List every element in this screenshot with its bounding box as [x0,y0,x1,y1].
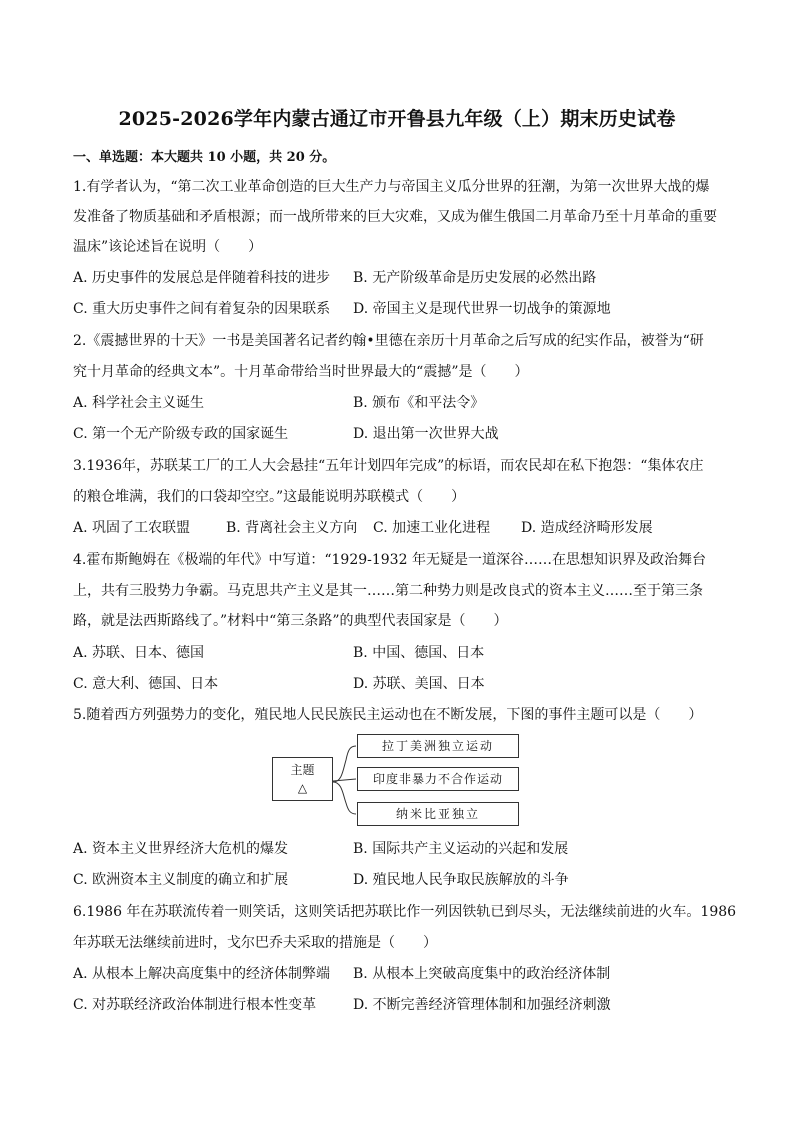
diagram-item-2: 印度非暴力不合作运动 [357,767,519,791]
q6-option-c: C. 对苏联经济政治体制进行根本性变革 [73,997,317,1013]
q1-line-3: 温床”该论述旨在说明（ ） [73,239,263,255]
q2-option-c: C. 第一个无产阶级专政的国家诞生 [73,426,289,442]
q2-line-1: 2.《震撼世界的十天》一书是美国著名记者约翰•里德在亲历十月革命之后写成的纪实作品，被誉为“研 [73,333,704,349]
q5-option-c: C. 欧洲资本主义制度的确立和扩展 [73,872,289,888]
q1-line-1: 1.有学者认为，“第二次工业革命创造的巨大生产力与帝国主义瓜分世界的狂潮，为第一次世界大战的爆 [73,179,710,195]
diagram-center-title: 主题 [290,763,315,777]
diagram-item-3: 纳米比亚独立 [357,802,519,826]
diagram-center-symbol: △ [297,781,308,795]
q4-line-3: 路，就是法西斯路线了。”材料中“第三条路”的典型代表国家是（ ） [73,613,508,629]
q3-option-d: D. 造成经济畸形发展 [521,520,653,536]
q4-option-c: C. 意大利、德国、日本 [73,676,219,692]
q1-option-d: D. 帝国主义是现代世界一切战争的策源地 [353,301,611,317]
q3-line-1: 3.1936年，苏联某工厂的工人大会悬挂“五年计划四年完成”的标语，而农民却在私下抱怨：“集体农庄 [73,458,704,474]
q5-line-1: 5.随着西方列强势力的变化，殖民地人民民族民主运动也在不断发展，下图的事件主题可以是（ ） [73,707,703,723]
q5-option-d: D. 殖民地人民争取民族解放的斗争 [353,872,569,888]
q4-option-a: A. 苏联、日本、德国 [73,645,205,661]
q3-option-c: C. 加速工业化进程 [373,520,491,536]
q3-option-a: A. 巩固了工农联盟 [73,520,191,536]
q2-option-a: A. 科学社会主义诞生 [73,395,205,411]
exam-title: 2025-2026学年内蒙古通辽市开鲁县九年级（上）期末历史试卷 [118,108,676,130]
q1-option-c: C. 重大历史事件之间有着复杂的因果联系 [73,301,331,317]
q4-option-b: B. 中国、德国、日本 [353,645,485,661]
q6-line-1: 6.1986 年在苏联流传着一则笑话，这则笑话把苏联比作一列因铁轨已到尽头，无法继续前进的火车。1986 [73,904,737,920]
q6-option-b: B. 从根本上突破高度集中的政治经济体制 [353,966,611,982]
q4-line-2: 上，共有三股势力争霸。马克思共产主义是其一……第二种势力则是改良式的资本主义……至于第三条 [73,583,703,599]
q2-option-d: D. 退出第一次世界大战 [353,426,499,442]
q1-line-2: 发准备了物质基础和矛盾根源；而一战所带来的巨大灾难，又成为催生俄国二月革命乃至十月革命的重要 [73,209,717,225]
q1-option-b: B. 无产阶级革命是历史发展的必然出路 [353,270,597,286]
q4-option-d: D. 苏联、美国、日本 [353,676,485,692]
q3-line-2: 的粮仓堆满，我们的口袋却空空。”这最能说明苏联模式（ ） [73,489,466,505]
q5-option-b: B. 国际共产主义运动的兴起和发展 [353,841,569,857]
q6-option-d: D. 不断完善经济管理体制和加强经济刺激 [353,997,611,1013]
q3-option-b: B. 背离社会主义方向 [226,520,358,536]
section-heading: 一、单选题：本大题共 10 小题，共 20 分。 [73,150,336,165]
q2-line-2: 究十月革命的经典文本”。十月革命带给当时世界最大的“震撼”是（ ） [73,364,529,380]
q2-option-b: B. 颁布《和平法令》 [353,395,485,411]
q6-option-a: A. 从根本上解决高度集中的经济体制弊端 [73,966,331,982]
q6-line-2: 年苏联无法继续前进时，戈尔巴乔夫采取的措施是（ ） [73,935,437,951]
q5-option-a: A. 资本主义世界经济大危机的爆发 [73,841,289,857]
q4-line-1: 4.霍布斯鲍姆在《极端的年代》中写道：“1929-1932 年无疑是一道深谷……在思想知识界及政治舞台 [73,552,706,568]
diagram-item-1: 拉丁美洲独立运动 [357,734,519,758]
diagram-center-box [272,757,333,801]
q1-option-a: A. 历史事件的发展总是伴随着科技的进步 [73,270,331,286]
